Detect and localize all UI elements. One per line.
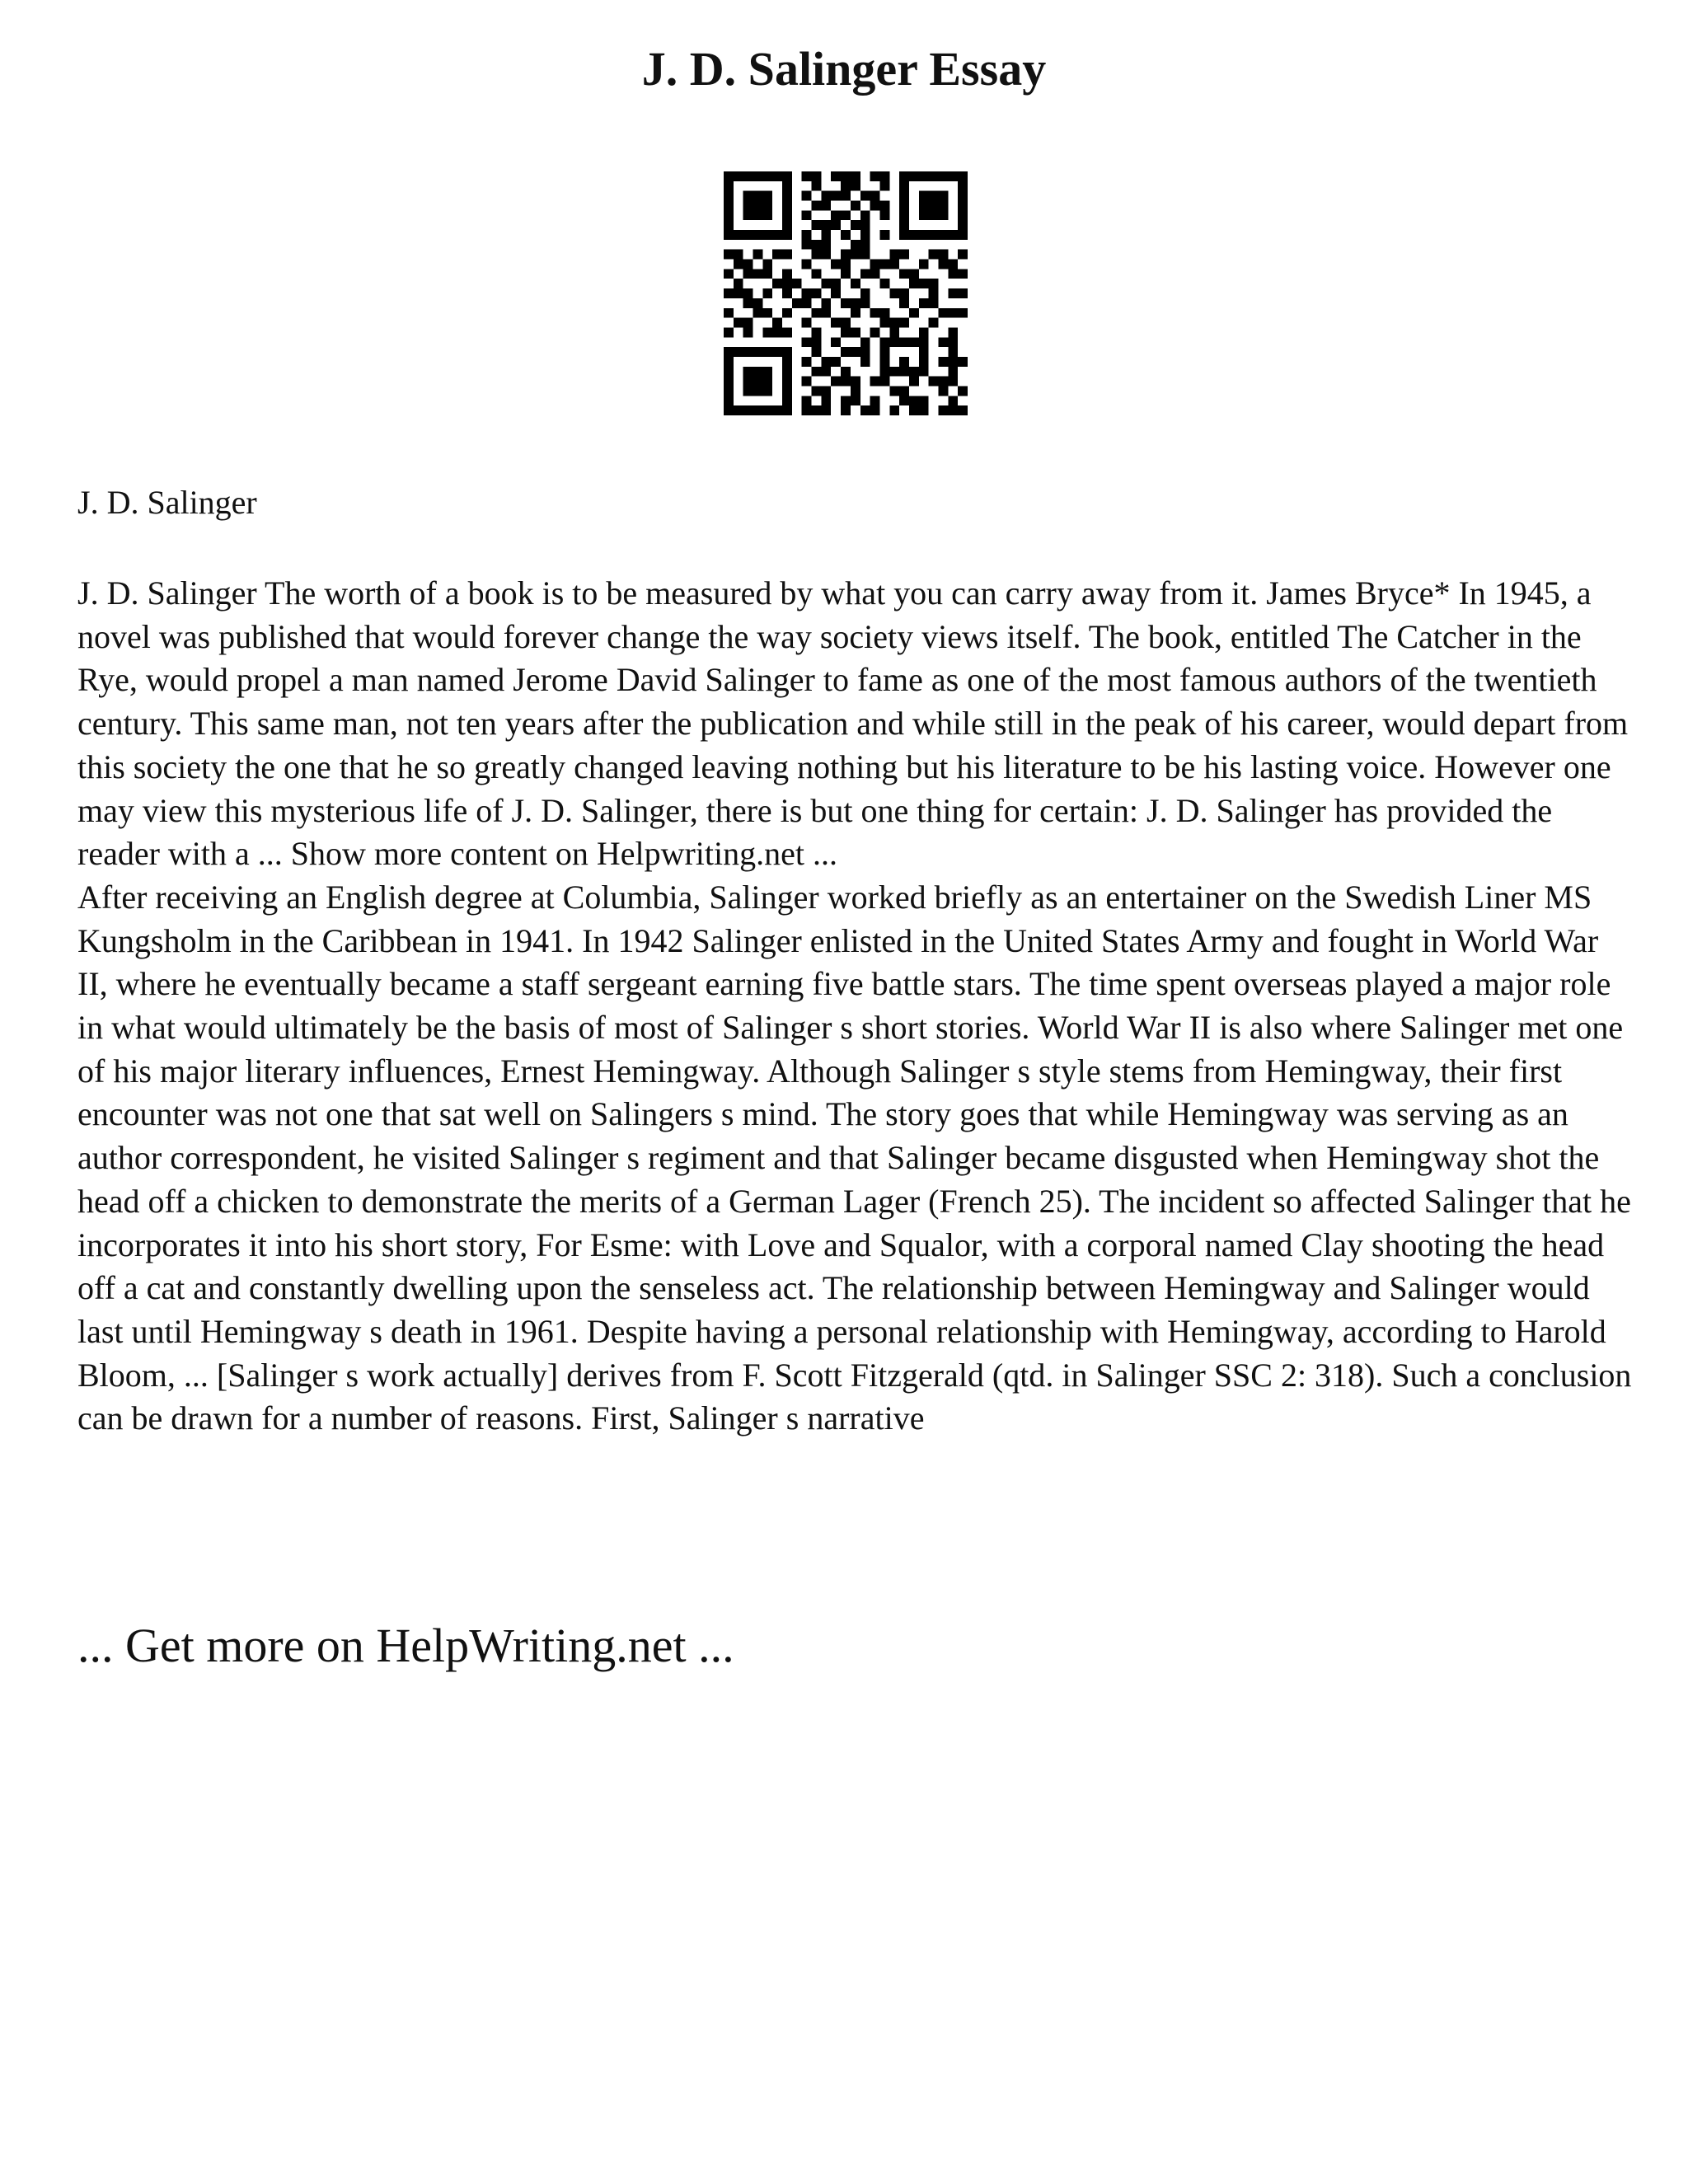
page-title: J. D. Salinger Essay [641,42,1047,96]
essay-paragraph: J. D. Salinger The worth of a book is to be measured by what you can carry away from it. James Bryce* In 1945, a novel was published that would forever change the way society views itself. The book, entitled The Catcher in the Rye, would propel a man named Jerome David Salinger to fame as one of the most famous authors of the twentieth century. This same man, not ten years after the publication and while still in the peak of his career, would depart from this society the one that he so greatly changed leaving nothing but his literature to be his lasting voice. However one may view this mysterious life of J. D. Salinger, there is but one thing for certain: J. D. Salinger has provided the reader with a ... Show more content on Helpwriting.net ... [77,574,1629,873]
essay-body [77,572,1635,1441]
essay-subtitle: J. D. Salinger [77,484,257,521]
get-more-link[interactable]: ... Get more on HelpWriting.net ... [77,1619,734,1672]
qr-code-icon [724,171,968,415]
essay-paragraph: After receiving an English degree at Columbia, Salinger worked briefly as an entertainer on the Swedish Liner MS Kungsholm in the Caribbean in 1941. In 1942 Salinger enlisted in the United States Army and fought in World War II, where he eventually became a staff sergeant earning five battle stars. The time spent overseas played a major role in what would ultimately be the basis of most of Salinger s short stories. World War II is also where Salinger met one of his major literary influences, Ernest Hemingway. Although Salinger s style stems from Hemingway, their first encounter was not one that sat well on Salingers s mind. The story goes that while Hemingway was serving as an author correspondent, he visited Salinger s regiment and that Salinger became disgusted when Hemingway shot the head off a chicken to demonstrate the merits of a German Lager (French 25). The incident so affected Salinger that he incorporates it into his short story, For Esme: with Love and Squalor, with a corporal named Clay shooting the head off a cat and constantly dwelling upon the senseless act. The relationship between Hemingway and Salinger would last until Hemingway s death in 1961. Despite having a personal relationship with Hemingway, according to Harold Bloom, ... [Salinger s work actually] derives from F. Scott Fitzgerald (qtd. in Salinger SSC 2: 318). Such a conclusion can be drawn for a number of reasons. First, Salinger s narrative [77,878,1632,1437]
